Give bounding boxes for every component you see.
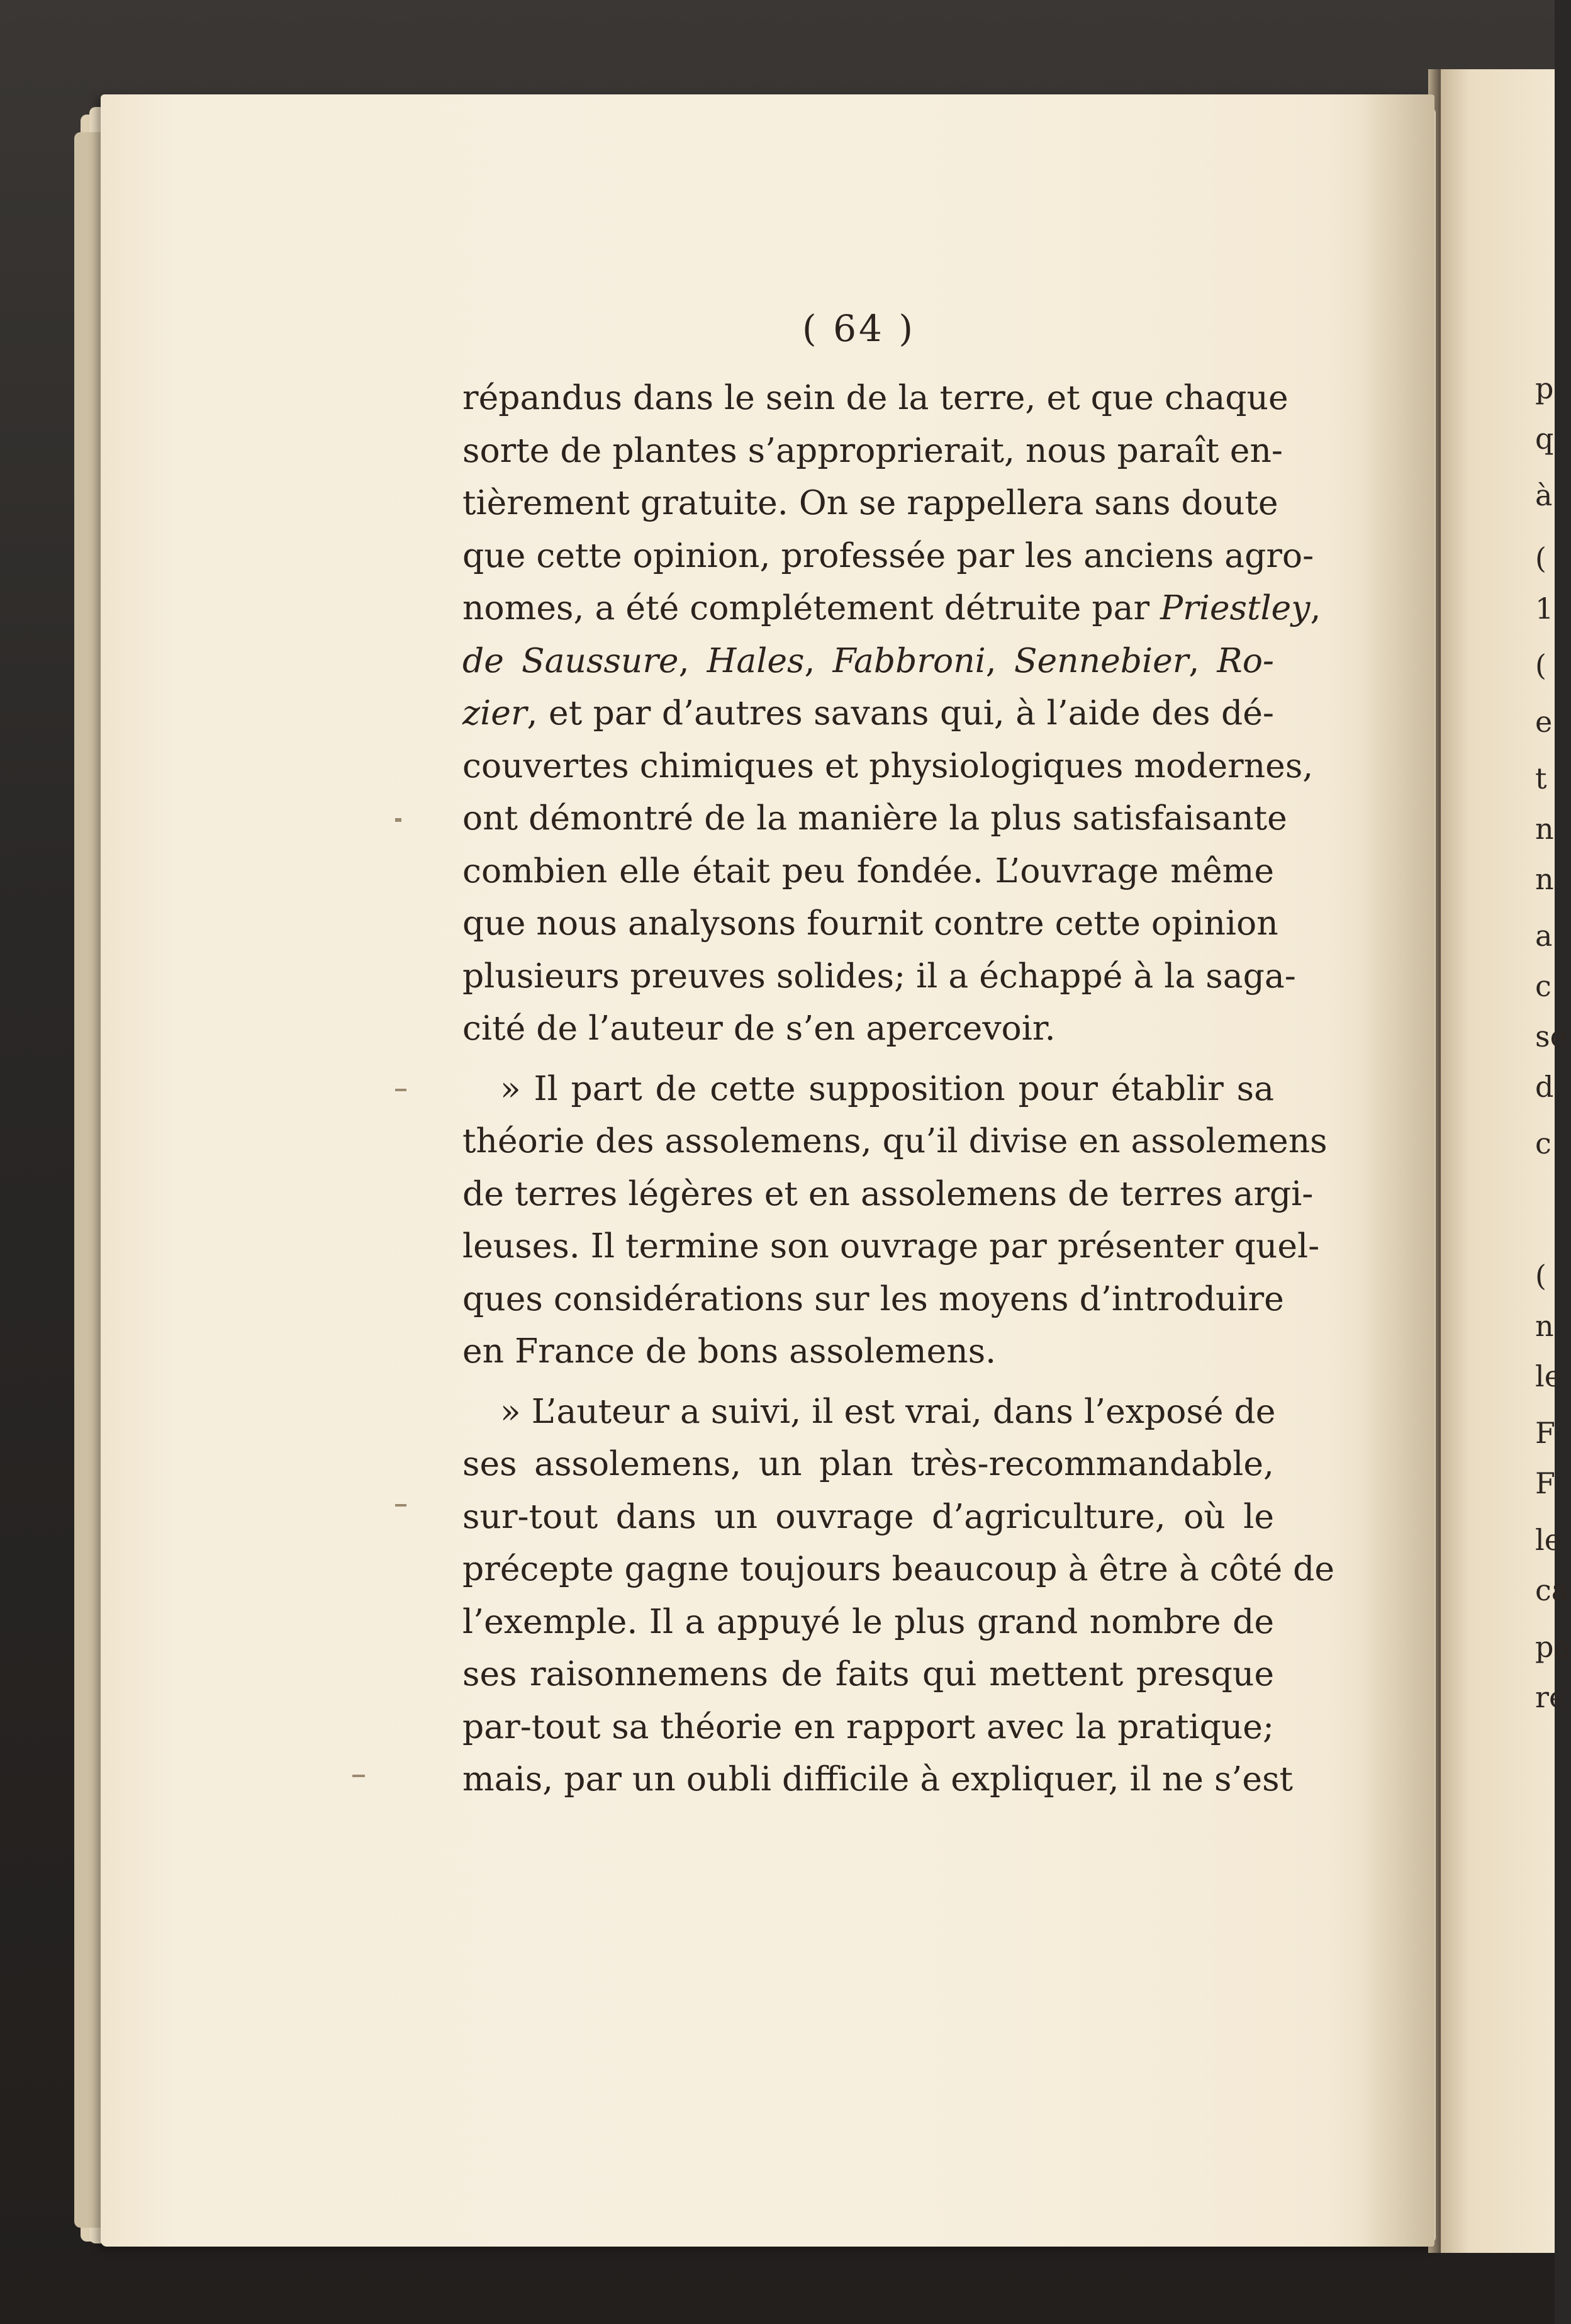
text-line: de terres légères et en assolemens de terres argi- (462, 1173, 1314, 1213)
text-line: par-tout sa théorie en rapport avec la pratique; (462, 1706, 1274, 1746)
text-line: sorte de plantes s’approprierait, nous paraît en- (462, 430, 1283, 470)
page-mark (395, 818, 401, 822)
facing-page-fragment: n (1535, 812, 1554, 846)
text-line: sur-tout dans un ouvrage d’agriculture, où le (462, 1496, 1274, 1536)
page-body-text (462, 371, 1335, 1805)
facing-page-fragment: se (1535, 1019, 1567, 1053)
paragraph-2 (462, 1062, 1328, 1378)
text-line: ses assolemens, un plan très-recommandable, (462, 1444, 1274, 1483)
facing-page-fragment: q (1535, 422, 1554, 456)
text-line: de Saussure, Hales, Fabbroni, Sennebier, Ro- (462, 640, 1274, 680)
facing-page-fragment: n (1535, 1309, 1554, 1343)
text-line: ques considérations sur les moyens d’introduire (462, 1278, 1284, 1318)
facing-page-fragment: e (1535, 705, 1553, 739)
facing-page-fragment: ca (1535, 1573, 1569, 1607)
facing-page-fragment: à (1535, 478, 1553, 512)
page-mark (395, 1089, 406, 1091)
page-shadow (1359, 94, 1434, 2247)
page-mark (395, 1504, 406, 1507)
text-line: combien elle était peu fondée. L’ouvrage même (462, 850, 1274, 890)
text-line: en France de bons assolemens. (462, 1331, 997, 1371)
text-line: plusieurs preuves solides; il a échappé à la saga- (462, 955, 1296, 996)
facing-page-fragment: n (1535, 862, 1554, 896)
text-line: » Il part de cette supposition pour établir sa (500, 1068, 1274, 1108)
text-line: que cette opinion, professée par les anciens agro- (462, 535, 1314, 575)
text-line: cité de l’auteur de s’en apercevoir. (462, 1008, 1056, 1048)
facing-page-fragment: pa (1535, 1630, 1571, 1664)
text-line: zier, et par d’autres savans qui, à l’aide des dé- (462, 693, 1274, 733)
text-line: tièrement gratuite. On se rappellera sans doute (462, 483, 1278, 522)
facing-page-fragment: d (1535, 1070, 1554, 1104)
text-line: l’exemple. Il a appuyé le plus grand nombre de (462, 1601, 1274, 1641)
text-line: mais, par un oubli difficile à expliquer, il ne s’est (462, 1759, 1294, 1799)
facing-page-fragment: p (1535, 371, 1554, 405)
paragraph-1 (462, 371, 1314, 1055)
text-line: nomes, a été complétement détruite par Priestley (462, 588, 1311, 627)
text-line: ses raisonnemens de faits qui mettent presque (462, 1654, 1274, 1693)
text-line: couvertes chimiques et physiologiques modernes, (462, 745, 1314, 785)
paragraph-3 (462, 1385, 1335, 1805)
facing-page-fragment: ( (1535, 1259, 1546, 1293)
page-number-header: ( 64 ) (802, 307, 915, 350)
text-line: répandus dans le sein de la terre, et que chaque (462, 378, 1289, 417)
facing-page-fragment: le (1535, 1359, 1562, 1393)
text-line: ont démontré de la manière la plus satisfaisante (462, 798, 1287, 838)
text-line: théorie des assolemens, qu’il divise en assolemens (462, 1121, 1328, 1160)
page-mark (352, 1775, 365, 1777)
facing-page-fragment: le (1535, 1523, 1562, 1557)
facing-page-fragment: c (1535, 1126, 1551, 1160)
facing-page-fragment: ( (1535, 648, 1546, 682)
facing-page-fragment: a (1535, 919, 1553, 953)
facing-page-fragment: 1 (1535, 592, 1554, 626)
facing-page-fragment: F (1535, 1466, 1555, 1500)
facing-page-fragment: c (1535, 969, 1551, 1003)
facing-page-fragment: F (1535, 1416, 1555, 1450)
text-line: que nous analysons fournit contre cette opinion (462, 903, 1278, 943)
text-line: » L’auteur a suivi, il est vrai, dans l’exposé de (500, 1391, 1276, 1431)
text-line: précepte gagne toujours beaucoup à être à côté de (462, 1549, 1335, 1588)
facing-page-fragment: re (1535, 1680, 1567, 1714)
facing-page-fragment: ( (1535, 541, 1546, 575)
text-line: leuses. Il termine son ouvrage par présenter quel- (462, 1226, 1320, 1266)
facing-page-fragment: t (1535, 761, 1547, 795)
